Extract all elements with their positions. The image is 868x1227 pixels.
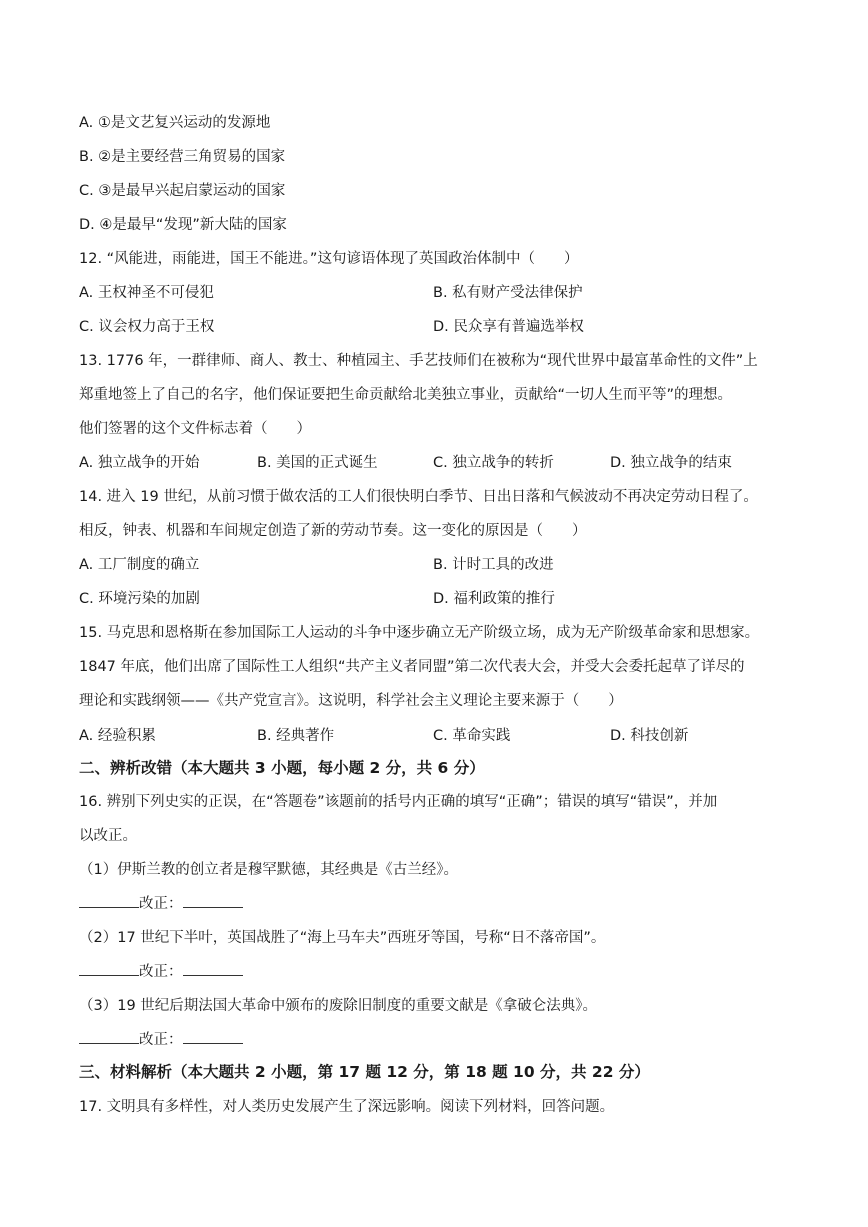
q14-stem-line2: 相反，钟表、机器和车间规定创造了新的劳动节奏。这一变化的原因是（ ） [79,523,587,539]
q12-option-d: D. 民众享有普遍选举权 [433,319,584,335]
q13-option-c: C. 独立战争的转折 [433,455,554,471]
q16-item-3: （3）19 世纪后期法国大革命中颁布的废除旧制度的重要文献是《拿破仑法典》。 [79,998,598,1014]
q15-option-d: D. 科技创新 [610,728,689,744]
correction-blank [183,1029,243,1044]
q15-stem-line1: 15. 马克思和恩格斯在参加国际工人运动的斗争中逐步确立无产阶级立场，成为无产阶级革命家和思想家。 [79,625,760,641]
q17-stem: 17. 文明具有多样性，对人类历史发展产生了深远影响。阅读下列材料，回答问题。 [79,1099,615,1115]
section-2-title: 二、辨析改错（本大题共 3 小题，每小题 2 分，共 6 分） [79,759,485,777]
q16-stem-line1: 16. 辨别下列史实的正误，在“答题卷”该题前的括号内正确的填写“正确”；错误的填写“错误”，并加 [79,794,718,810]
q13-stem-line1: 13. 1776 年，一群律师、商人、教士、种植园主、手艺技师们在被称为“现代世界中最富革命性的文件”上 [79,353,758,369]
correction-label: 改正： [139,964,183,980]
q12-option-b: B. 私有财产受法律保护 [433,285,583,301]
q15-option-b: B. 经典著作 [257,728,335,744]
q15-option-a: A. 经验积累 [79,728,156,744]
q11-option-a: A. ①是文艺复兴运动的发源地 [79,115,271,131]
q15-stem-line3: 理论和实践纲领——《共产党宣言》。这说明，科学社会主义理论主要来源于（ ） [79,693,623,709]
q14-option-b: B. 计时工具的改进 [433,557,554,573]
q14-option-a: A. 工厂制度的确立 [79,557,200,573]
answer-blank [79,1029,139,1044]
q14-option-c: C. 环境污染的加剧 [79,591,200,607]
q13-option-a: A. 独立战争的开始 [79,455,200,471]
q16-correction-2 [79,961,243,982]
q11-option-c: C. ③是最早兴起启蒙运动的国家 [79,183,286,199]
q16-item-1: （1）伊斯兰教的创立者是穆罕默德，其经典是《古兰经》。 [79,862,458,878]
q11-option-b: B. ②是主要经营三角贸易的国家 [79,149,286,165]
q14-stem-line1: 14. 进入 19 世纪，从前习惯于做农活的工人们很快明白季节、日出日落和气候波动不再决定劳动日程了。 [79,489,758,505]
q13-stem-line2: 郑重地签上了自己的名字，他们保证要把生命贡献给北美独立事业，贡献给“一切人生而平等”的理想。 [79,387,733,403]
correction-blank [183,961,243,976]
q13-option-d: D. 独立战争的结束 [610,455,732,471]
q16-correction-3 [79,1029,243,1050]
q13-option-b: B. 美国的正式诞生 [257,455,378,471]
q13-stem-line3: 他们签署的这个文件标志着（ ） [79,421,311,437]
section-3-title: 三、材料解析（本大题共 2 小题，第 17 题 12 分，第 18 题 10 分，共 22 分） [79,1063,650,1081]
q14-option-d: D. 福利政策的推行 [433,591,555,607]
correction-label: 改正： [139,1032,183,1048]
q11-option-d: D. ④是最早“发现”新大陆的国家 [79,217,287,233]
q16-correction-1 [79,893,243,914]
correction-blank [183,893,243,908]
correction-label: 改正： [139,896,183,912]
q15-stem-line2: 1847 年底，他们出席了国际性工人组织“共产主义者同盟”第二次代表大会，并受大会委托起草了详尽的 [79,659,745,675]
q12-option-a: A. 王权神圣不可侵犯 [79,285,214,301]
q12-option-c: C. 议会权力高于王权 [79,319,215,335]
q16-item-2: （2）17 世纪下半叶，英国战胜了“海上马车夫”西班牙等国，号称“日不落帝国”。 [79,930,606,946]
q12-stem: 12. “风能进，雨能进，国王不能进。”这句谚语体现了英国政治体制中（ ） [79,251,579,267]
answer-blank [79,893,139,908]
q16-stem-line2: 以改正。 [79,828,137,844]
answer-blank [79,961,139,976]
q15-option-c: C. 革命实践 [433,728,511,744]
